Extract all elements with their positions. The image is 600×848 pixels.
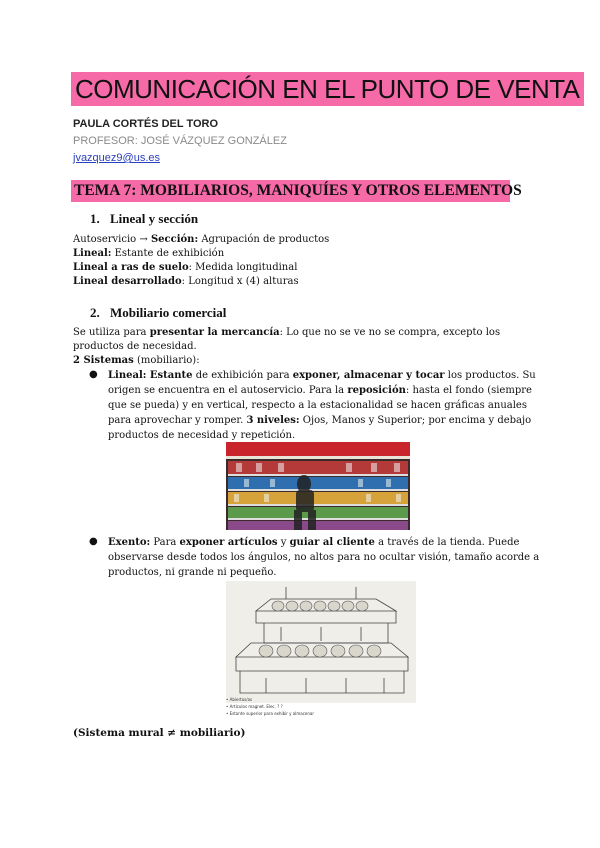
- author-name: PAULA CORTÉS DEL TORO: [73, 118, 219, 130]
- bold-text: reposición: [347, 385, 406, 396]
- closing-note: [73, 726, 245, 740]
- text: (mobiliario):: [133, 355, 200, 366]
- text: Agrupación de productos: [198, 234, 330, 245]
- text: : Medida longitudinal: [188, 262, 298, 273]
- display-stand-sketch: [226, 581, 416, 703]
- bold-text: Sección:: [150, 234, 199, 245]
- text: a través de la tienda. Puede: [374, 537, 520, 548]
- section-1-heading: [90, 211, 198, 227]
- section-2-para-1-cont: productos de necesidad.: [73, 341, 197, 352]
- bold-text: presentar la mercancía: [149, 327, 280, 338]
- section-1-line-2: [73, 247, 224, 261]
- bullet-1-line-5: productos de necesidad y repetición.: [108, 430, 296, 441]
- text: Ojos, Manos y Superior; por encima y debajo: [299, 415, 532, 426]
- bullet-dot: ●: [89, 536, 98, 547]
- text: Estante de exhibición: [111, 248, 225, 259]
- section-2-para-2: [73, 354, 200, 368]
- bullet-1-line-3: que se pueda) y en vertical, respecto a la estacionalidad se hacen gráficas anuales: [108, 400, 527, 411]
- text: Autoservicio →: [73, 234, 151, 245]
- sketch-caption-2: • Artículos magnet. Elec. ? ?: [226, 704, 283, 709]
- text: los productos. Su: [444, 370, 536, 381]
- bold-text: 3 niveles:: [246, 415, 300, 426]
- sketch-caption-3: • Estante superior para exhibir y almacenar: [226, 711, 315, 716]
- professor-name: PROFESOR: JOSÉ VÁZQUEZ GONZÁLEZ: [73, 135, 287, 147]
- section-2-title: Mobiliario comercial: [110, 305, 227, 320]
- section-2-para-1: [73, 326, 500, 340]
- bold-text: Lineal a ras de suelo: [73, 262, 189, 273]
- bullet-1-line-4: [108, 414, 531, 428]
- bold-text: Lineal: Estante: [108, 370, 193, 381]
- bullet-2-line-3: productos, ni grande ni pequeño.: [108, 567, 277, 578]
- bullet-1-line-2: [108, 384, 532, 398]
- topic-heading: TEMA 7: MOBILIARIOS, MANIQUÍES Y OTROS ELEMENTOS: [71, 180, 510, 202]
- text: : Longitud x (4) alturas: [181, 276, 299, 287]
- text: Se utiliza para: [73, 327, 150, 338]
- text: de exhibición para: [192, 370, 293, 381]
- text: origen se encuentra en el autoservicio. Para la: [108, 385, 348, 396]
- bold-text: Exento:: [108, 537, 151, 548]
- bold-text: (: [73, 727, 78, 739]
- bold-text: guiar al cliente: [289, 537, 375, 548]
- section-1-line-4: [73, 275, 299, 289]
- bold-text: exponer artículos: [179, 537, 278, 548]
- bullet-1-line-1: [108, 369, 536, 383]
- bold-text: exponer, almacenar y tocar: [292, 370, 445, 381]
- supermarket-shelf-photo: [226, 442, 410, 530]
- text: y: [277, 537, 290, 548]
- bullet-dot: ●: [89, 369, 98, 380]
- section-1-line-3: [73, 261, 297, 275]
- bold-text: Lineal:: [73, 248, 112, 259]
- section-1-line-1: [73, 233, 329, 247]
- section-1-title: Lineal y sección: [110, 211, 199, 226]
- document-title: COMUNICACIÓN EN EL PUNTO DE VENTA: [71, 72, 584, 106]
- bold-text: ): [240, 727, 246, 739]
- bold-text: Sistema mural ≠ mobiliario: [77, 727, 241, 739]
- text: : hasta el fondo (siempre: [405, 385, 532, 396]
- text: para aprovechar y romper.: [108, 415, 247, 426]
- section-2-heading: [90, 305, 226, 321]
- section-2-number: 2.: [90, 305, 100, 320]
- bold-text: Lineal desarrollado: [73, 276, 182, 287]
- email-link[interactable]: jvazquez9@us.es: [73, 152, 160, 164]
- text: : Lo que no se ve no se compra, excepto los: [279, 327, 501, 338]
- text: Para: [150, 537, 180, 548]
- bullet-2-line-2: observarse desde todos los ángulos, no altos para no ocultar visión, tamaño acorde a: [108, 552, 540, 563]
- bullet-2-line-1: [108, 536, 519, 550]
- bold-text: 2 Sistemas: [73, 355, 134, 366]
- section-1-number: 1.: [90, 211, 100, 226]
- sketch-caption-1: • Abiertos/as: [226, 697, 253, 702]
